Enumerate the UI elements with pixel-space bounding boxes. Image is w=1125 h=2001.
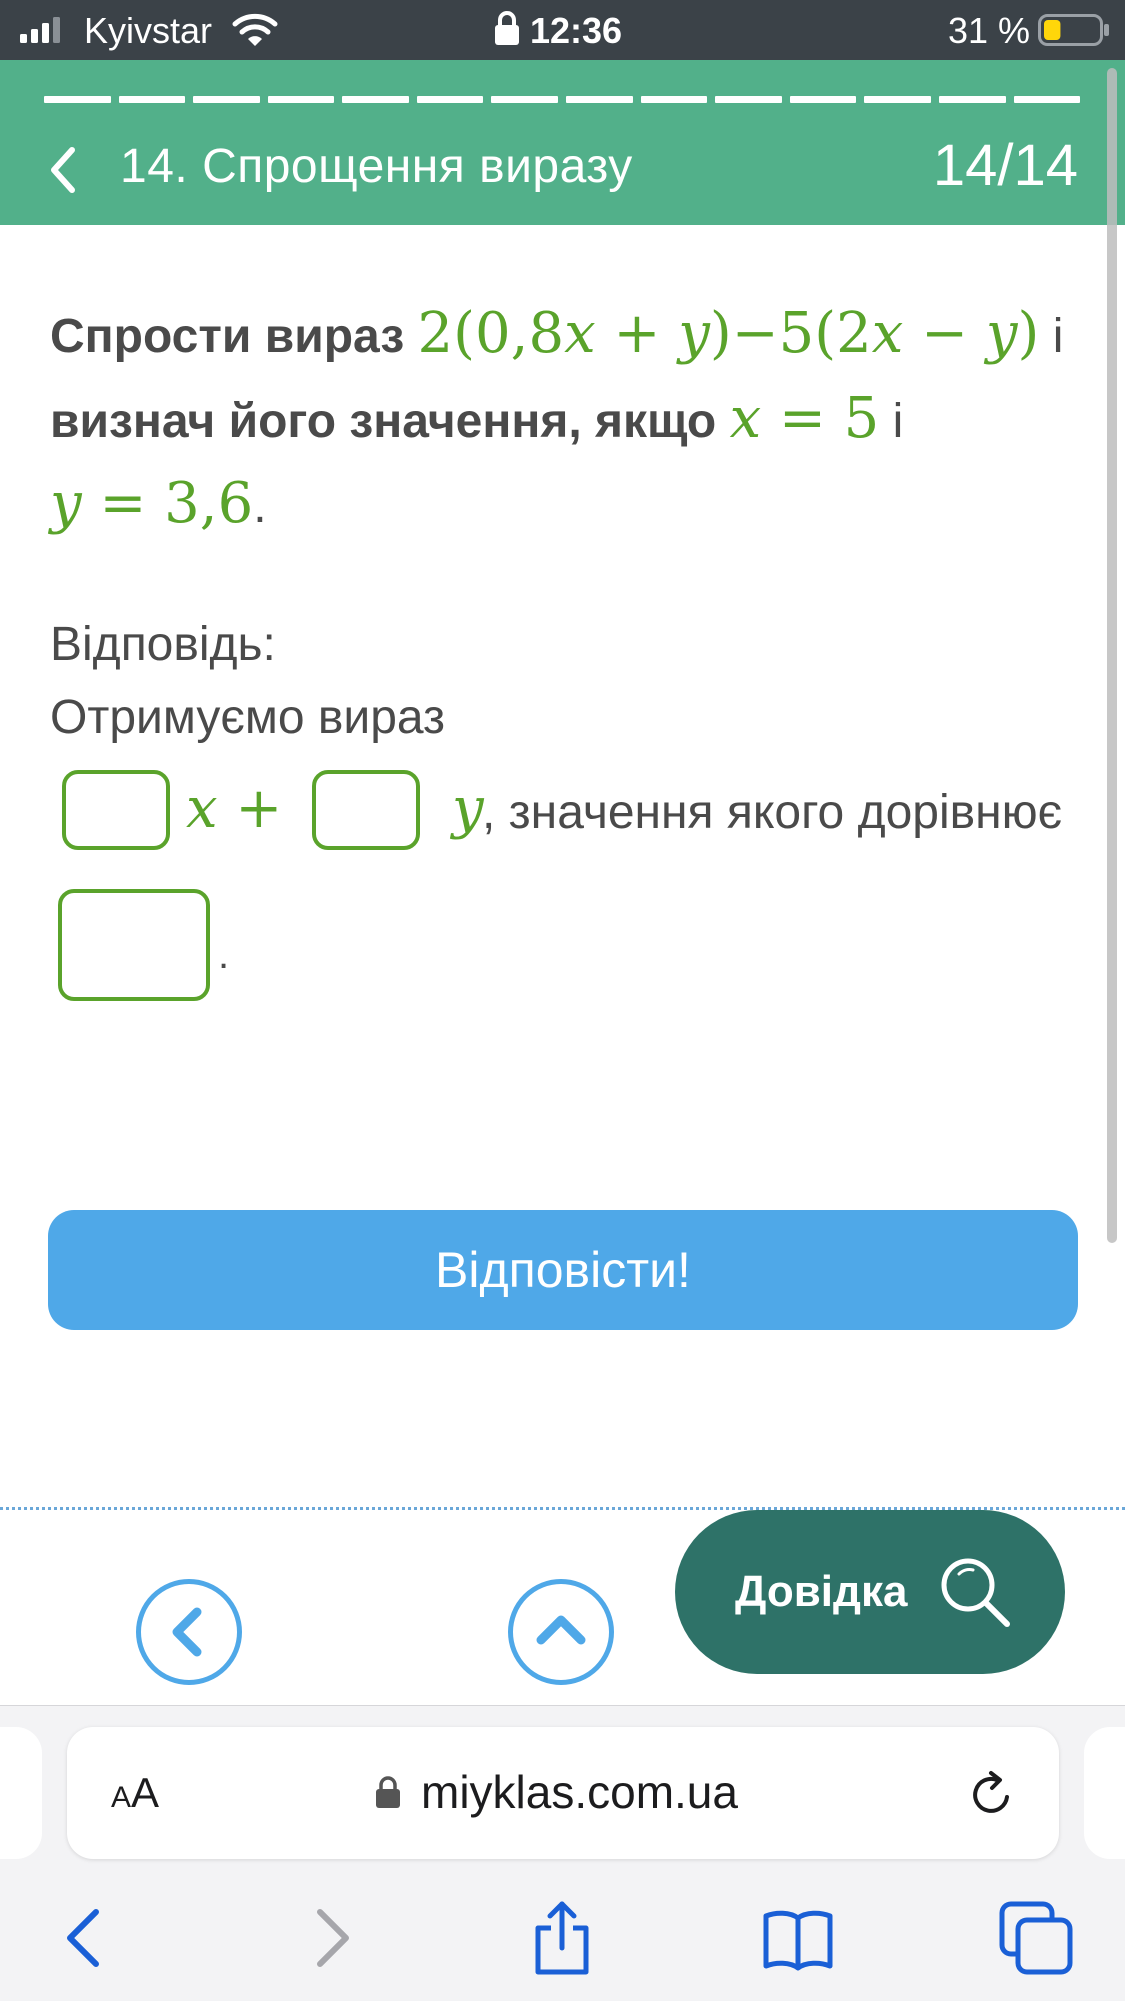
submit-button[interactable]: Відповісти!: [48, 1210, 1078, 1330]
question-counter: 14/14: [932, 133, 1078, 198]
lesson-title: 14. Спрощення виразу: [120, 140, 633, 193]
progress-segment: [44, 96, 111, 103]
lock-icon: [493, 10, 521, 46]
forward-icon[interactable]: [292, 1900, 368, 1976]
prev-question-button[interactable]: [136, 1579, 242, 1685]
bookmarks-icon[interactable]: [760, 1900, 836, 1976]
condition-x: x = 5: [729, 386, 880, 451]
answer-intro: Отримуємо вираз: [50, 691, 446, 744]
progress-segment: [790, 96, 857, 103]
share-icon[interactable]: [524, 1900, 600, 1976]
next-tab-preview[interactable]: [1084, 1727, 1125, 1859]
carrier-name: Kyivstar: [84, 10, 213, 51]
progress-segment: [939, 96, 1006, 103]
lock-icon: [375, 1775, 401, 1809]
signal-icon: [20, 17, 60, 43]
question-prefix: Спрости вираз: [50, 310, 405, 363]
status-bar: [0, 0, 1125, 60]
coef-x-input[interactable]: [62, 770, 170, 850]
answer-line: [62, 768, 1092, 856]
progress-segment: [1014, 96, 1081, 103]
back-chevron-icon[interactable]: [44, 140, 80, 200]
reader-settings-button[interactable]: AA: [111, 1769, 160, 1816]
y-term: y: [452, 776, 484, 841]
help-button[interactable]: [675, 1510, 1065, 1674]
help-label: Довідка: [735, 1567, 908, 1616]
previous-tab-preview[interactable]: [0, 1727, 42, 1859]
lesson-header: [0, 60, 1125, 225]
question-text: [50, 293, 1080, 548]
progress-segment: [715, 96, 782, 103]
progress-segment: [417, 96, 484, 103]
chevron-left-icon: [141, 1584, 237, 1680]
url-text: miyklas.com.ua: [421, 1766, 738, 1818]
x-term: x +: [186, 776, 283, 841]
question-middle: визнач його значення, якщо: [50, 395, 717, 448]
progress-segment: [342, 96, 409, 103]
progress-segment: [193, 96, 260, 103]
progress-bar: [44, 96, 1080, 104]
tabs-icon[interactable]: [998, 1900, 1074, 1976]
question-end: .: [253, 480, 267, 533]
progress-segment: [491, 96, 558, 103]
battery-percent: 31 %: [948, 10, 1031, 51]
progress-segment: [268, 96, 335, 103]
search-icon: [937, 1554, 1013, 1630]
conjunction: і: [1052, 310, 1064, 363]
coef-y-input[interactable]: [312, 770, 420, 850]
clock: 12:36: [530, 10, 623, 51]
back-icon[interactable]: [48, 1900, 124, 1976]
wifi-icon: [232, 12, 278, 48]
scrollbar[interactable]: [1107, 68, 1117, 1243]
battery-icon: [1038, 14, 1110, 46]
progress-segment: [119, 96, 186, 103]
conjunction: і: [892, 395, 904, 448]
chevron-up-icon: [513, 1584, 609, 1680]
expression: 2(0,8x + y)−5(2x − y): [417, 301, 1040, 366]
answer-end: .: [218, 933, 230, 977]
address-bar[interactable]: [67, 1727, 1059, 1859]
progress-segment: [864, 96, 931, 103]
progress-segment: [566, 96, 633, 103]
reload-icon[interactable]: [967, 1769, 1017, 1819]
condition-y: y = 3,6: [50, 471, 254, 536]
value-text: , значення якого дорівнює: [482, 786, 1063, 839]
answer-label: Відповідь:: [50, 618, 276, 671]
scroll-up-button[interactable]: [508, 1579, 614, 1685]
progress-segment: [641, 96, 708, 103]
result-input[interactable]: [58, 889, 210, 1001]
